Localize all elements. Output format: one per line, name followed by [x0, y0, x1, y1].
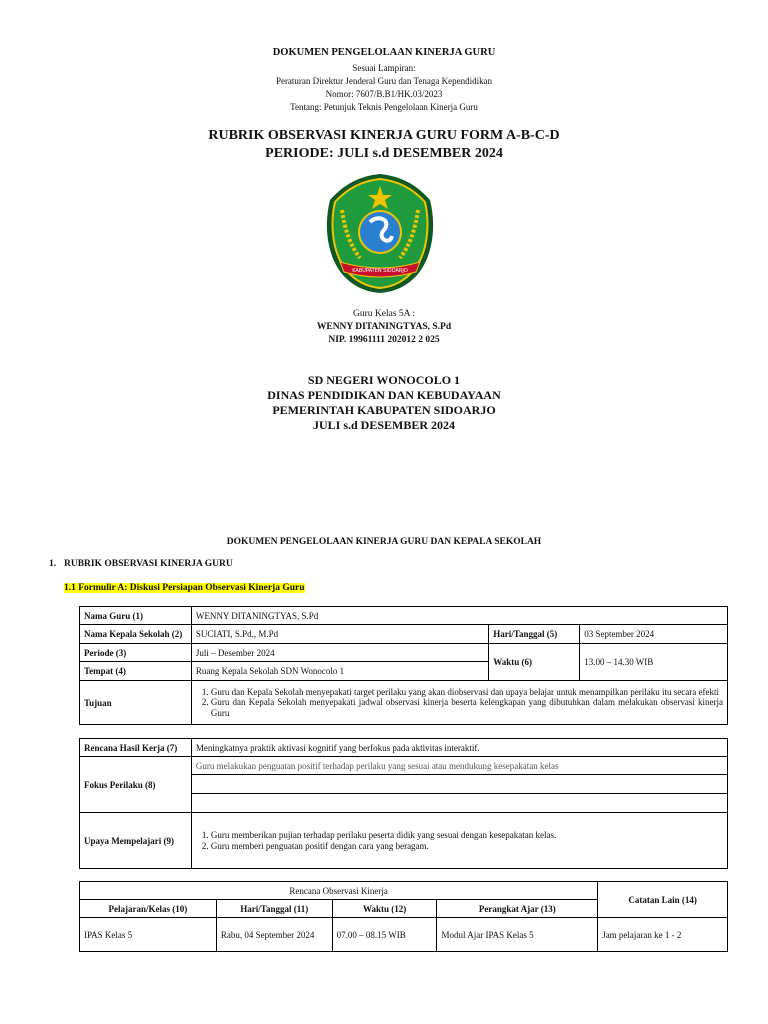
rencana-label: Rencana Hasil Kerja (7)	[80, 739, 192, 757]
teacher-role: Guru Kelas 5A :	[352, 309, 415, 319]
header-line-3: Nomor: 7607/B.B1/HK.03/2023	[325, 89, 443, 99]
table-row	[80, 757, 728, 775]
hari-header: Hari/Tanggal (11)	[216, 900, 332, 918]
catatan-header: Catatan Lain (14)	[598, 882, 728, 918]
tempat-label: Tempat (4)	[80, 662, 192, 681]
rencana-value: Meningkatnya praktik aktivasi kognitif yang berfokus pada aktivitas interaktif.	[191, 739, 727, 757]
form-a-subheading: 1.1 Formulir A: Diskusi Persiapan Observasi Kinerja Guru	[64, 583, 305, 593]
waktu-value: 13.00 – 14.30 WIB	[580, 644, 728, 681]
header-line-1: Sesuai Lampiran:	[352, 63, 416, 73]
fokus-empty-row	[191, 775, 727, 794]
table-row	[80, 644, 728, 662]
form-a-plan-table	[79, 738, 728, 869]
school-name: SD NEGERI WONOCOLO 1	[307, 373, 461, 387]
school-dept: DINAS PENDIDIKAN DAN KEBUDAYAAN	[267, 388, 501, 402]
perangkat-header: Perangkat Ajar (13)	[437, 900, 598, 918]
header-line-4: Tentang: Petunjuk Teknis Pengelolaan Kinerja Guru	[290, 102, 478, 112]
kepsek-label: Nama Kepala Sekolah (2)	[80, 625, 192, 644]
table-row	[80, 739, 728, 757]
waktu-header: Waktu (12)	[332, 900, 437, 918]
main-title: RUBRIK OBSERVASI KINERJA GURU FORM A-B-C-D	[208, 128, 560, 143]
school-gov: PEMERINTAH KABUPATEN SIDOARJO	[272, 403, 496, 417]
table-row	[80, 918, 728, 952]
tempat-value: Ruang Kepala Sekolah SDN Wonocolo 1	[191, 662, 488, 681]
observation-group-header: Rencana Observasi Kinerja	[80, 882, 598, 900]
upaya-label: Upaya Mempelajari (9)	[80, 813, 192, 869]
hari-value: 03 September 2024	[580, 625, 728, 644]
upaya-list-cell	[191, 813, 727, 869]
periode-label: Periode (3)	[80, 644, 192, 662]
fokus-value: Guru melakukan penguatan positif terhadap perilaku yang sesuai atau mendukung kesepakatan kelas	[191, 757, 727, 775]
form-a-identity-table	[79, 606, 728, 725]
fokus-empty-row	[191, 794, 727, 813]
document-title: DOKUMEN PENGELOLAAN KINERJA GURU	[272, 47, 496, 58]
periode-value: Juli – Desember 2024	[191, 644, 488, 662]
section-doc-title: DOKUMEN PENGELOLAAN KINERJA GURU DAN KEPALA SEKOLAH	[226, 537, 542, 547]
tujuan-label: Tujuan	[80, 681, 192, 725]
table-row	[80, 681, 728, 725]
nama-guru-label: Nama Guru (1)	[80, 607, 192, 625]
teacher-nip: NIP. 19961111 202012 2 025	[328, 335, 440, 345]
pelajaran-cell: IPAS Kelas 5	[80, 918, 217, 952]
upaya-item: 1. Guru memberikan pujian terhadap perilaku peserta didik yang sesuai dengan kesepakatan kelas.	[211, 830, 723, 841]
pelajaran-header: Pelajaran/Kelas (10)	[80, 900, 217, 918]
kepsek-value: SUCIATI, S.Pd., M.Pd	[191, 625, 488, 644]
tujuan-item: 2. Guru dan Kepala Sekolah menyepakati jadwal observasi kinerja beserta kelengkapan yang dibutuhkan dalam melakukan observasi kinerja Guru	[211, 697, 723, 718]
emblem-ribbon-text: KABUPATEN SIDOARJO	[352, 268, 408, 274]
nama-guru-value: WENNY DITANINGTYAS, S.Pd	[191, 607, 727, 625]
observation-plan-table	[79, 881, 728, 952]
sidoarjo-emblem	[320, 170, 440, 295]
upaya-item: 2. Guru memberi penguatan positif dengan cara yang beragam.	[211, 841, 723, 852]
teacher-name: WENNY DITANINGTYAS, S.Pd	[316, 322, 452, 332]
catatan-cell: Jam pelajaran ke 1 - 2	[598, 918, 728, 952]
hari-label: Hari/Tanggal (5)	[489, 625, 580, 644]
section-heading: RUBRIK OBSERVASI KINERJA GURU	[64, 559, 233, 569]
table-row	[80, 813, 728, 869]
perangkat-cell: Modul Ajar IPAS Kelas 5	[437, 918, 598, 952]
header-line-2: Peraturan Direktur Jenderal Guru dan Tenaga Kependidikan	[275, 76, 493, 86]
tujuan-item: 1. Guru dan Kepala Sekolah menyepakati target perilaku yang akan diobservasi dan upaya belajar untuk menampilkan perilaku itu secara efekti	[211, 687, 723, 698]
hari-cell: Rabu, 04 September 2024	[216, 918, 332, 952]
waktu-label: Waktu (6)	[489, 644, 580, 681]
section-heading-number: 1.	[49, 559, 57, 569]
tujuan-list-cell	[191, 681, 727, 725]
table-row	[80, 607, 728, 625]
table-row	[80, 625, 728, 644]
fokus-label: Fokus Perilaku (8)	[80, 757, 192, 813]
waktu-cell: 07.00 – 08.15 WIB	[332, 918, 437, 952]
table-row	[80, 882, 728, 900]
school-period: JULI s.d DESEMBER 2024	[312, 418, 456, 432]
period-title: PERIODE: JULI s.d DESEMBER 2024	[265, 146, 503, 161]
